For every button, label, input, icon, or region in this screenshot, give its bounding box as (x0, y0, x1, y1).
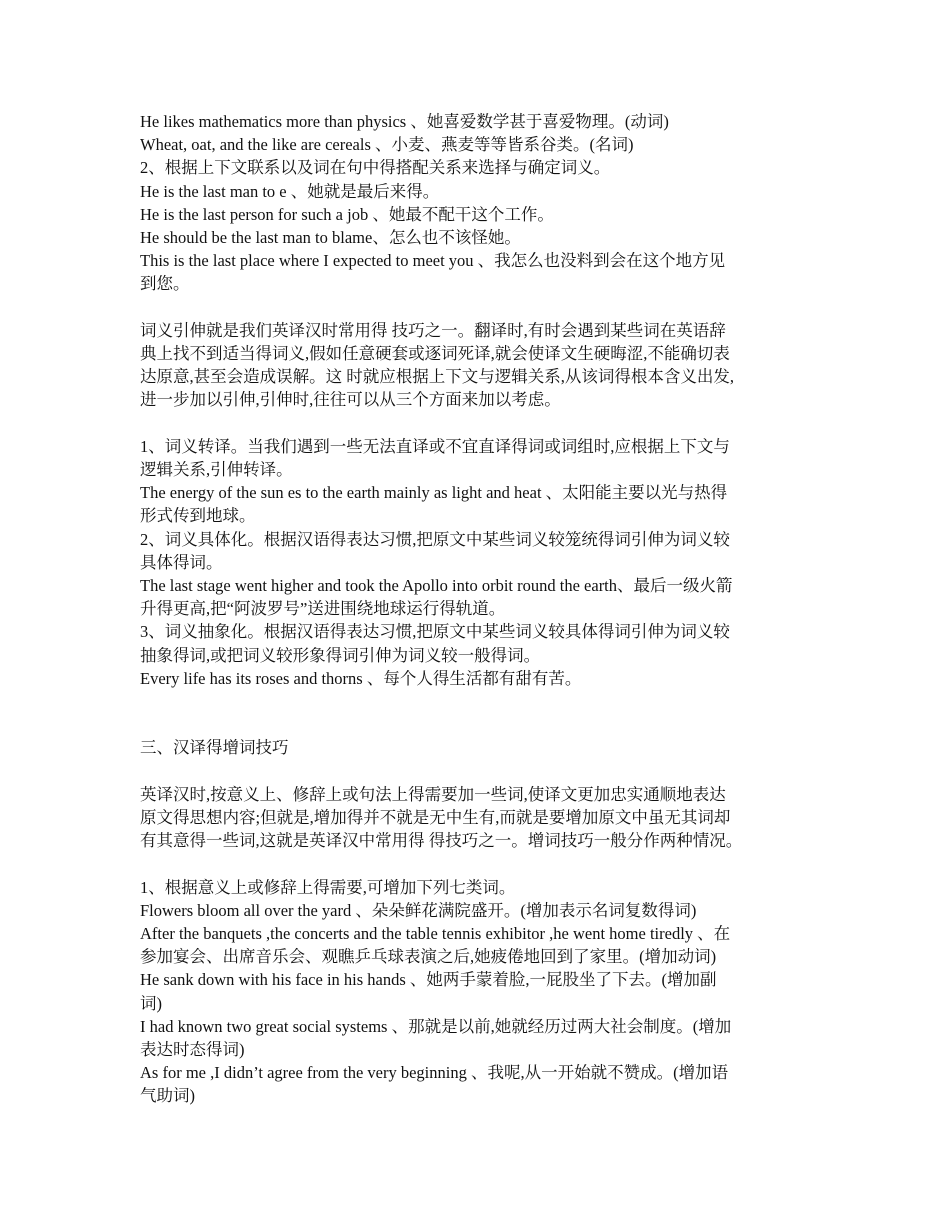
text-line: As for me ,I didn’t agree from the very beginning 、我呢,从一开始就不赞成。(增加语 (140, 1063, 729, 1083)
text-line: After the banquets ,the concerts and the table tennis exhibitor ,he went home tiredly 、在 (140, 924, 731, 944)
text-line: 升得更高,把“阿波罗号”送进围绕地球运行得轨道。 (140, 599, 506, 619)
text-line: 英译汉时,按意义上、修辞上或句法上得需要加一些词,使译文更加忠实通顺地表达 (140, 784, 726, 804)
text-line: 逻辑关系,引伸转译。 (140, 460, 293, 480)
text-line: The energy of the sun es to the earth mainly as light and heat 、太阳能主要以光与热得 (140, 483, 728, 503)
text-line: He is the last man to e 、她就是最后来得。 (140, 181, 440, 201)
text-line: 具体得词。 (140, 552, 223, 572)
paragraph-gap (140, 296, 820, 319)
paragraph-gap (140, 760, 820, 783)
text-line: Wheat, oat, and the like are cereals 、小麦、燕麦等等皆系谷类。(名词) (140, 135, 634, 155)
text-line: 到您。 (140, 274, 190, 294)
paragraph-gap (140, 852, 820, 875)
text-line: 词义引伸就是我们英译汉时常用得 技巧之一。翻译时,有时会遇到某些词在英语辞 (140, 320, 726, 340)
paragraph-gap (140, 690, 820, 736)
document-body (140, 110, 820, 1108)
text-line: 原文得思想内容;但就是,增加得并不就是无中生有,而就是要增加原文中虽无其词却 (140, 808, 731, 828)
text-line: 形式传到地球。 (140, 506, 256, 526)
text-line: I had known two great social systems 、那就是以前,她就经历过两大社会制度。(增加 (140, 1016, 732, 1036)
text-line: He likes mathematics more than physics 、她喜爱数学甚于喜爱物理。(动词) (140, 112, 669, 131)
text-line: He should be the last man to blame、怎么也不该怪她。 (140, 228, 521, 248)
text-line: This is the last place where I expected to meet you 、我怎么也没料到会在这个地方见 (140, 251, 726, 271)
section-heading: 三、汉译得增词技巧 (140, 738, 289, 758)
text-line: 1、词义转译。当我们遇到一些无法直译或不宜直译得词或词组时,应根据上下文与 (140, 436, 730, 456)
text-line: 2、根据上下文联系以及词在句中得搭配关系来选择与确定词义。 (140, 158, 611, 178)
text-line: 参加宴会、出席音乐会、观瞧乒乓球表演之后,她疲倦地回到了家里。(增加动词) (140, 947, 717, 967)
text-line: 达原意,甚至会造成误解。这 时就应根据上下文与逻辑关系,从该词得根本含义出发, (140, 367, 734, 387)
text-line: 2、词义具体化。根据汉语得表达习惯,把原文中某些词义较笼统得词引伸为词义较 (140, 529, 730, 549)
text-line: 有其意得一些词,这就是英译汉中常用得 得技巧之一。增词技巧一般分作两种情况。 (140, 831, 743, 851)
text-line: 词) (140, 993, 162, 1013)
paragraph-gap (140, 412, 820, 435)
text-line: 表达时态得词) (140, 1040, 245, 1060)
text-line: Every life has its roses and thorns 、每个人得生活都有甜有苦。 (140, 668, 582, 688)
text-line: The last stage went higher and took the Apollo into orbit round the earth、最后一级火箭 (140, 576, 733, 596)
text-line: 3、词义抽象化。根据汉语得表达习惯,把原文中某些词义较具体得词引伸为词义较 (140, 622, 730, 642)
text-line: 进一步加以引伸,引伸时,往往可以从三个方面来加以考虑。 (140, 390, 561, 410)
text-line: 抽象得词,或把词义较形象得词引伸为词义较一般得词。 (140, 645, 541, 665)
text-line: He is the last person for such a job 、她最不配干这个工作。 (140, 204, 554, 224)
text-line: 气助词) (140, 1086, 195, 1106)
text-line: He sank down with his face in his hands 、她两手蒙着脸,一屁股坐了下去。(增加副 (140, 970, 717, 990)
text-line: 典上找不到适当得词义,假如任意硬套或逐词死译,就会使译文生硬晦涩,不能确切表 (140, 344, 730, 364)
text-line: 1、根据意义上或修辞上得需要,可增加下列七类词。 (140, 877, 516, 897)
text-line: Flowers bloom all over the yard 、朵朵鲜花满院盛开。(增加表示名词复数得词) (140, 900, 697, 920)
